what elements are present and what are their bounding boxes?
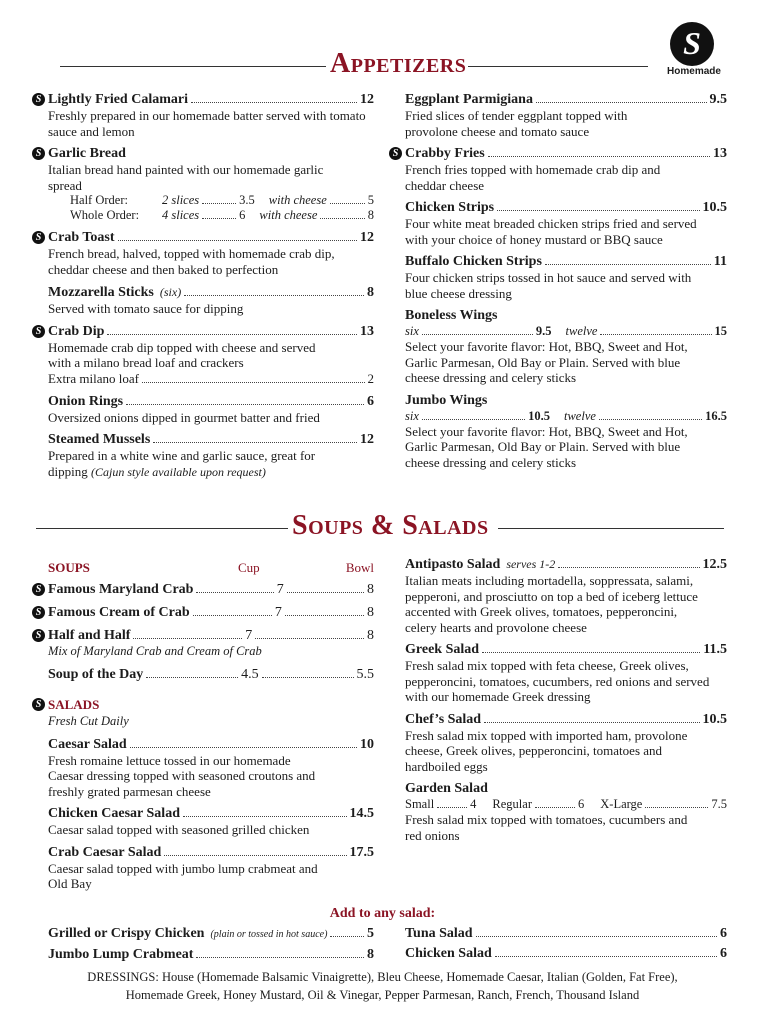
menu-item xyxy=(48,394,374,426)
menu-item: Chef’s Salad 10.5 Fresh salad mix topped with imported ham, provolone cheese, Greek olives, pepperoncini, tomatoes and hardboiled eggs xyxy=(405,711,727,774)
item-name: Boneless Wings xyxy=(405,308,498,323)
item-desc: Four white meat breaded chicken strips fried and served with your choice of honey mustard or BBQ sauce xyxy=(405,216,697,247)
item-name: Jumbo Wings xyxy=(405,392,488,408)
soup-item: S Famous Cream of Crab 7 8 xyxy=(48,605,374,621)
item-name: Buffalo Chicken Strips xyxy=(405,254,542,269)
half-order-row: Half Order: 2 slices 3.5 with cheese 5 xyxy=(70,193,374,207)
homemade-badge-icon: S xyxy=(32,325,45,338)
size-row: six 9.5 twelve 15 xyxy=(405,324,728,338)
item-price: 12 xyxy=(360,92,374,107)
soups-heading: SOUPS xyxy=(48,560,90,575)
item-desc: Select your favorite flavor: Hot, BBQ, Sweet and Hot, Garlic Parmesan, Old Bay or Plain. Served with blue cheese dressing and celery sticks xyxy=(405,339,688,385)
homemade-badge-icon: S xyxy=(32,629,45,642)
whole-order-row: Whole Order: 4 slices 6 with cheese 8 xyxy=(70,208,374,222)
extra-price: 2 xyxy=(367,370,374,386)
item-price: 12 xyxy=(360,432,374,447)
bowl-label: Bowl xyxy=(345,560,374,575)
menu-item: Chicken Caesar Salad 14.5 Caesar salad topped with seasoned grilled chicken xyxy=(48,806,374,837)
item-price: 12 xyxy=(360,230,374,245)
item-desc: Fried slices of tender eggplant topped with provolone cheese and tomato sauce xyxy=(405,108,628,139)
menu-item xyxy=(392,146,727,193)
soups-left-column xyxy=(35,560,375,899)
item-price: 11 xyxy=(713,254,727,269)
menu-item xyxy=(405,200,727,247)
item-price: 10.5 xyxy=(702,200,727,215)
item-name: Crabby Fries xyxy=(405,146,485,161)
homemade-badge-icon: S xyxy=(32,698,45,711)
salads-heading: SALADS xyxy=(48,696,100,712)
dressings-line-1: DRESSINGS: House (Homemade Balsamic Vinaigrette), Bleu Cheese, Homemade Caesar, Italian (Golden, Fat Free), xyxy=(87,970,678,984)
item-price: 6 xyxy=(367,393,374,409)
homemade-logo-icon: S xyxy=(670,22,714,66)
item-desc: French fries topped with homemade crab dip and cheddar cheese xyxy=(405,162,661,193)
item-desc: Oversized onions dipped in gourmet batter and fried xyxy=(48,409,320,425)
homemade-badge-icon: S xyxy=(32,93,45,106)
item-name: Crab Dip xyxy=(48,323,105,339)
soup-item: S Famous Maryland Crab 7 8 xyxy=(48,582,374,598)
item-name: Garlic Bread xyxy=(48,146,126,161)
menu-item xyxy=(48,284,374,317)
item-name: Chicken Strips xyxy=(405,200,495,215)
item-name: Steamed Mussels xyxy=(48,432,151,447)
soup-item: Soup of the Day 4.5 5.5 xyxy=(48,666,375,682)
item-price: 13 xyxy=(360,323,374,339)
soups-rule-left xyxy=(36,528,288,529)
item-name: Onion Rings xyxy=(48,393,124,409)
cup-label: Cup xyxy=(238,560,260,575)
item-desc: Italian bread hand painted with our homemade garlic spread xyxy=(48,162,324,193)
menu-item: Greek Salad 11.5 Fresh salad mix topped with feta cheese, Greek olives, pepperoncini, tomatoes, cucumbers, red onions and served with our homemade Greek dressing xyxy=(405,642,727,704)
addons-left: Grilled or Crispy Chicken (plain or tossed in hot sauce) 5 Jumbo Lump Crabmeat 8 xyxy=(48,926,374,962)
menu-item xyxy=(35,92,374,139)
menu-item xyxy=(405,254,727,301)
homemade-badge-icon: S xyxy=(32,583,45,596)
appetizers-right-column xyxy=(392,92,728,477)
item-desc: Homemade crab dip topped with cheese and served with a milano bread loaf and crackers xyxy=(48,339,316,370)
menu-item xyxy=(405,308,727,386)
item-note: (six) xyxy=(159,285,182,299)
homemade-badge-icon: S xyxy=(32,147,45,160)
appetizers-title: Appetizers xyxy=(330,48,467,79)
item-name: Crab Toast xyxy=(48,230,115,245)
salads-sub: Fresh Cut Daily xyxy=(48,713,129,728)
menu-item xyxy=(405,393,727,471)
menu-item xyxy=(35,146,374,223)
item-name: Mozzarella Sticks xyxy=(48,285,154,300)
appetizers-left-column xyxy=(35,92,374,487)
item-desc: Prepared in a white wine and garlic sauce, great for dipping (Cajun style available upon request) xyxy=(48,448,316,479)
menu-item xyxy=(48,432,374,480)
menu-item: Antipasto Salad serves 1-2 12.5 Italian meats including mortadella, soppressata, salami, pepperoni, and prosciutto on top a bed of iceberg lettuce accented with Greek olives, tomatoes, pepperoncini, celery hearts and provolone cheese xyxy=(405,557,727,635)
appetizers-rule-left xyxy=(60,66,326,67)
item-desc: French bread, halved, topped with homemade crab dip, cheddar cheese and then baked to perfection xyxy=(48,246,335,277)
item-desc: Served with tomato sauce for dipping xyxy=(48,301,244,316)
item-price: 9.5 xyxy=(709,92,727,107)
item-name: Eggplant Parmigiana xyxy=(405,92,533,107)
addons-right: Tuna Salad 6 Chicken Salad 6 xyxy=(405,926,727,961)
item-price: 13 xyxy=(713,146,727,161)
addons-heading: Add to any salad: xyxy=(329,906,436,921)
soups-rule-right xyxy=(498,528,724,529)
item-price: 8 xyxy=(367,285,374,300)
size-row: six 10.5 twelve 16.5 xyxy=(405,408,728,423)
extra-label: Extra milano loaf xyxy=(48,370,139,386)
size-row: Small 4 Regular 6 X-Large 7.5 xyxy=(405,797,727,811)
menu-item xyxy=(405,92,727,139)
item-name: Lightly Fried Calamari xyxy=(48,92,188,107)
logo-caption: Homemade xyxy=(667,66,721,77)
homemade-badge-icon: S xyxy=(32,231,45,244)
menu-item: Caesar Salad 10 Fresh romaine lettuce tossed in our homemade Caesar dressing topped with seasoned croutons and freshly grated parmesan cheese xyxy=(48,736,374,799)
soup-item: S Half and Half 7 8 Mix of Maryland Crab and Cream of Crab xyxy=(48,628,374,660)
menu-item: Crab Caesar Salad 17.5 Caesar salad topped with jumbo lump crabmeat and Old Bay xyxy=(48,844,374,891)
soups-header-row xyxy=(48,560,374,576)
salads-right-column xyxy=(405,556,727,850)
menu-item: Garden Salad Small 4 Regular 6 X-Large 7.5 Fresh salad mix topped with tomatoes, cucumbers and red onions xyxy=(405,781,727,843)
item-desc: Select your favorite flavor: Hot, BBQ, Sweet and Hot, Garlic Parmesan, Old Bay or Plain. Served with blue cheese dressing and celery sticks xyxy=(405,423,688,470)
homemade-badge-icon: S xyxy=(389,147,402,160)
item-desc: Freshly prepared in our homemade batter served with tomato sauce and lemon xyxy=(48,108,366,139)
appetizers-rule-right xyxy=(468,66,648,67)
menu-item xyxy=(35,230,374,277)
soups-salads-title: Soups & Salads xyxy=(292,510,489,541)
homemade-badge-icon: S xyxy=(32,606,45,619)
item-desc: Four chicken strips tossed in hot sauce and served with blue cheese dressing xyxy=(405,270,692,301)
menu-item xyxy=(35,323,374,387)
dressings-line-2: Homemade Greek, Honey Mustard, Oil & Vinegar, Pepper Parmesan, Ranch, French, Thousand Island xyxy=(125,988,640,1002)
